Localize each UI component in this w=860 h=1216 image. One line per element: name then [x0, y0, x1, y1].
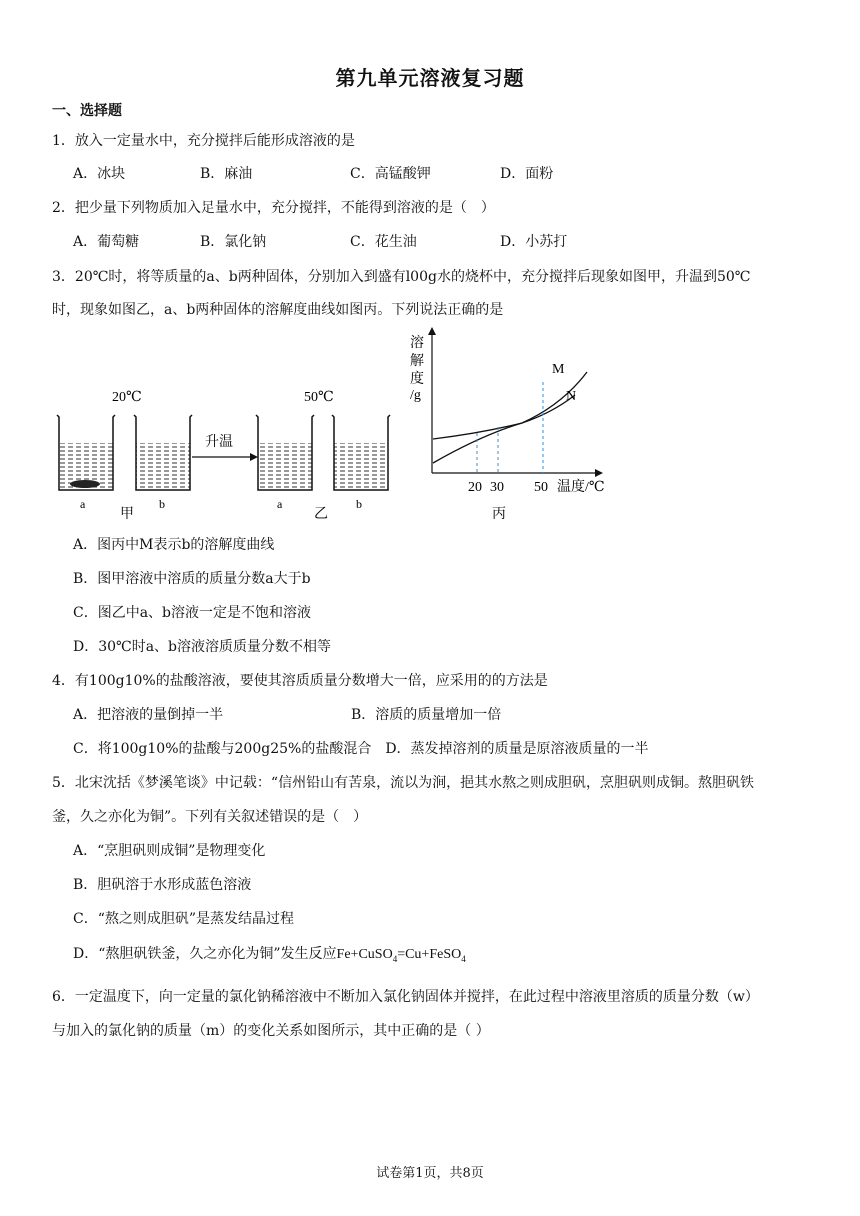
equation-part-2: =Cu+FeSO — [397, 947, 462, 962]
q2-options — [73, 231, 567, 251]
y-axis-label-4: /g — [410, 388, 421, 403]
label-yi-b: b — [356, 497, 362, 511]
q3-option-c: C．图乙中a、b溶液一定是不饱和溶液 — [73, 605, 312, 621]
arrow-label: 升温 — [205, 435, 233, 450]
y-axis-label-2: 解 — [410, 354, 424, 369]
q5-option-c: C．“熬之则成胆矾”是蒸发结晶过程 — [73, 911, 295, 927]
q4-option-b: B．溶质的质量增加一倍 — [351, 707, 502, 723]
page-title: 第九单元溶液复习题 — [335, 66, 525, 90]
beaker-yi-b — [332, 415, 390, 490]
y-axis-label-1: 溶 — [410, 336, 424, 351]
q5-option-d-text: D．“熬胆矾铁釜，久之亦化为铜”发生反应 — [73, 946, 337, 962]
y-axis-label-3: 度 — [410, 372, 424, 387]
q2-option-d: D．小苏打 — [500, 234, 568, 250]
label-jia-b: b — [159, 497, 165, 511]
q5-option-b: B．胆矾溶于水形成蓝色溶液 — [73, 877, 252, 893]
x-axis-label: 温度/℃ — [557, 480, 605, 495]
q2-option-a: A．葡萄糖 — [73, 234, 140, 250]
curve-n — [433, 395, 575, 439]
tick-30: 30 — [490, 480, 504, 495]
equation-subscript-1: 4 — [392, 953, 398, 964]
q3-stem-line1: 3．20℃时，将等质量的a、b两种固体，分别加入到盛有l00g水的烧杯中，充分搅拌后现象如图甲，升温到50℃ — [52, 269, 751, 285]
q1-option-d: D．面粉 — [500, 166, 554, 182]
q4-option-cd: C．将100g10%的盐酸与200g25%的盐酸混合 D．蒸发掉溶剂的质量是原溶液质量的一半 — [73, 741, 649, 757]
q6-stem-line2: 与加入的氯化钠的质量（m）的变化关系如图所示，其中正确的是（ ） — [52, 1023, 490, 1039]
q1-option-b: B．麻油 — [200, 166, 253, 182]
q3-option-b: B．图甲溶液中溶质的质量分数a大于b — [73, 571, 311, 587]
q4-options-ab — [73, 704, 501, 724]
label-yi: 乙 — [314, 507, 328, 522]
page-footer: 试卷第1页，共8页 — [376, 1166, 484, 1181]
q4-option-a: A．把溶液的量倒掉一半 — [73, 707, 224, 723]
beaker-yi-a — [256, 415, 314, 490]
curve-m-label: M — [552, 362, 565, 377]
q3-figure — [52, 325, 632, 525]
tick-50: 50 — [534, 480, 548, 495]
label-jia-a: a — [80, 497, 86, 511]
arrow-icon — [192, 453, 258, 461]
label-bing: 丙 — [492, 507, 506, 522]
y-axis-arrow-icon — [428, 327, 436, 335]
tick-20: 20 — [468, 480, 482, 495]
q1-option-a: A．冰块 — [73, 166, 126, 182]
label-yi-a: a — [277, 497, 283, 511]
curve-m — [433, 372, 587, 463]
x-axis-arrow-icon — [595, 469, 603, 477]
q1-options — [73, 163, 553, 183]
solubility-graph — [410, 327, 605, 522]
beaker-jia-a — [57, 415, 115, 490]
q2-option-b: B．氯化钠 — [200, 234, 267, 250]
q3-option-a: A．图丙中M表示b的溶解度曲线 — [73, 537, 275, 553]
q5-option-d — [73, 943, 466, 964]
beaker-jia-b — [134, 415, 192, 490]
label-jia: 甲 — [120, 507, 134, 522]
q2-stem: 2．把少量下列物质加入足量水中，充分搅拌，不能得到溶液的是（ ） — [52, 200, 495, 216]
temp-label-20: 20℃ — [112, 390, 142, 405]
q3-option-d: D．30℃时a、b溶液溶质质量分数不相等 — [73, 639, 332, 655]
q5-option-d-equation — [337, 947, 466, 962]
section-heading: 一、选择题 — [52, 103, 122, 119]
q2-option-c: C．花生油 — [350, 234, 417, 250]
q4-stem: 4．有100g10%的盐酸溶液，要使其溶质质量分数增大一倍，应采用的的方法是 — [52, 673, 548, 689]
q5-stem-line2: 釜，久之亦化为铜”。下列有关叙述错误的是（ ） — [52, 809, 368, 825]
q3-stem-line2: 时，现象如图乙，a、b两种固体的溶解度曲线如图丙。下列说法正确的是 — [52, 302, 504, 318]
q6-stem-line1: 6．一定温度下，向一定量的氯化钠稀溶液中不断加入氯化钠固体并搅拌，在此过程中溶液里溶质的质量分数（w） — [52, 989, 759, 1005]
q5-stem-line1: 5．北宋沈括《梦溪笔谈》中记载：“信州铅山有苦泉，流以为涧，挹其水熬之则成胆矾，烹胆矾则成铜。熬胆矾铁 — [52, 775, 755, 791]
q5-option-a: A．“烹胆矾则成铜”是物理变化 — [73, 843, 266, 859]
undissolved-solid — [70, 480, 100, 488]
equation-part-1: Fe+CuSO — [336, 947, 393, 962]
q1-stem: 1．放入一定量水中，充分搅拌后能形成溶液的是 — [52, 133, 355, 149]
curve-n-label: N — [566, 389, 577, 404]
equation-subscript-2: 4 — [461, 953, 466, 964]
q1-option-c: C．高锰酸钾 — [350, 166, 431, 182]
temp-label-50: 50℃ — [304, 390, 334, 405]
